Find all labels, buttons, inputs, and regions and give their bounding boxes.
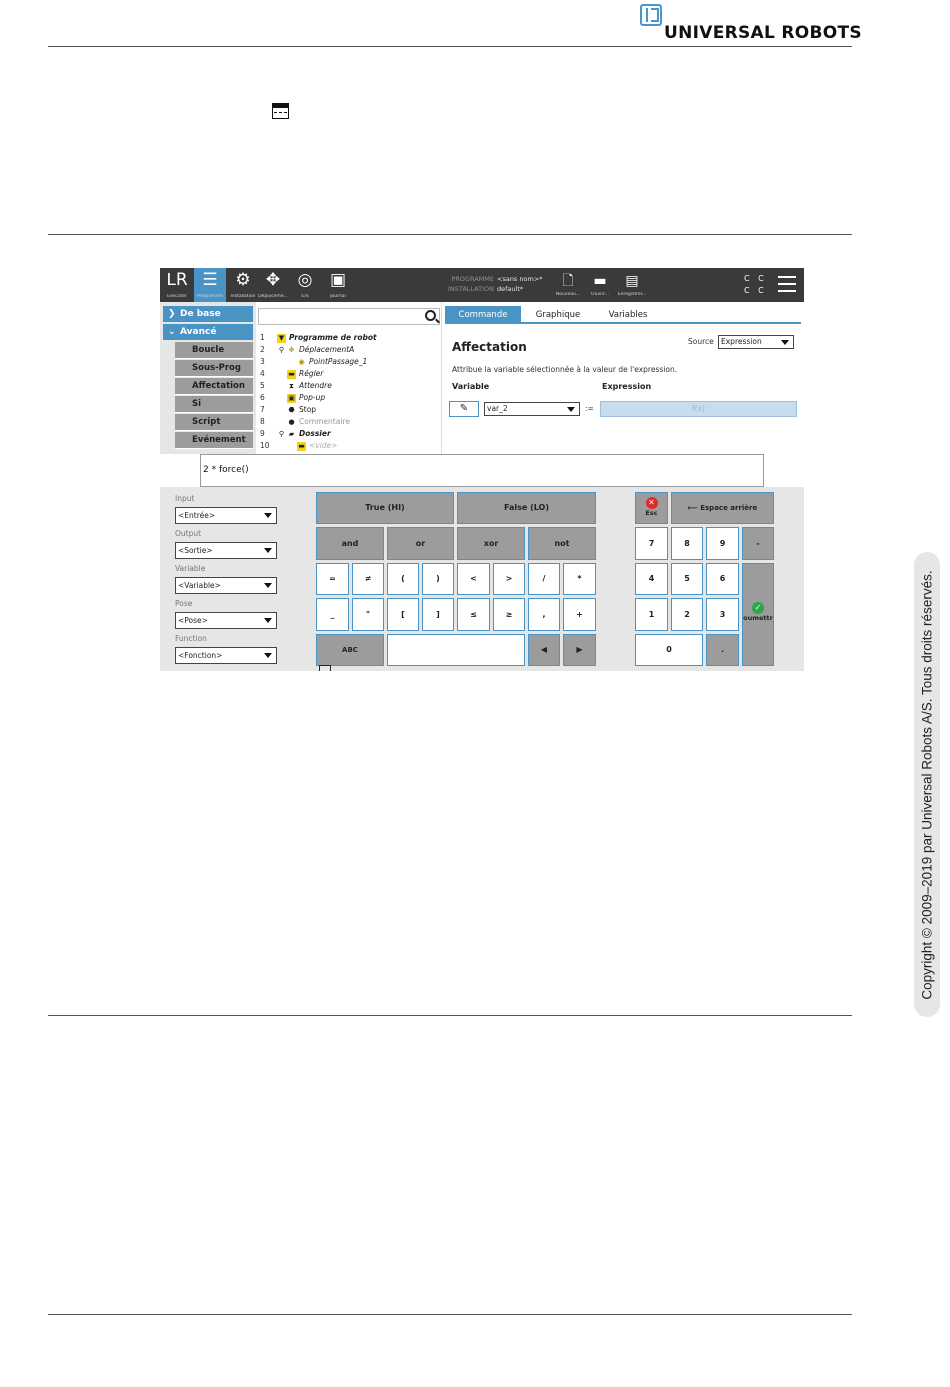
true-key[interactable]: True (HI) — [316, 492, 454, 524]
io-icon: ◎ — [297, 270, 313, 290]
section-rule — [48, 234, 852, 235]
move-button[interactable]: ✥ Déplaceme... — [258, 270, 288, 299]
program-node-sidebar — [160, 302, 256, 454]
minus-key[interactable]: - — [742, 527, 774, 560]
expand-icon: ⚲ — [278, 345, 285, 354]
edit-variable-button[interactable] — [449, 401, 479, 417]
tab-command[interactable]: Commande — [445, 306, 521, 324]
speed-indicator[interactable]: C C C C — [744, 274, 767, 295]
function-select[interactable]: <Fonction> — [175, 647, 277, 664]
brand-logo — [640, 4, 862, 43]
quote-key[interactable]: " — [352, 598, 384, 631]
variable-select[interactable]: var_2 — [484, 402, 580, 416]
variable-label: Variable — [452, 382, 490, 391]
and-key[interactable]: and — [316, 527, 384, 560]
tab-variables[interactable]: Variables — [608, 310, 648, 320]
move-icon: ✥ — [288, 345, 295, 354]
hamburger-menu-icon[interactable] — [778, 276, 796, 292]
installation-icon: ⚙ — [235, 270, 251, 290]
decimal-key[interactable]: . — [706, 634, 739, 666]
function-label: Function — [175, 634, 207, 643]
or-key[interactable]: or — [387, 527, 454, 560]
expression-input[interactable]: 2 * force() — [200, 454, 764, 487]
program-button[interactable]: ☰ Programme — [194, 268, 226, 302]
cursor-left-key[interactable] — [528, 634, 560, 666]
divide-key[interactable]: / — [528, 563, 560, 595]
section-rule-2 — [48, 1015, 852, 1016]
space-key[interactable] — [387, 634, 525, 666]
digit-8-key[interactable]: 8 — [671, 527, 703, 560]
tab-graphics[interactable]: Graphique — [535, 310, 581, 320]
less-than-key[interactable]: < — [457, 563, 490, 595]
not-equal-key[interactable]: ≠ — [352, 563, 384, 595]
tree-row[interactable]: 6 ▣ Pop-up — [260, 393, 326, 402]
tree-row[interactable]: 5 ⧗ Attendre — [260, 381, 332, 390]
tree-row[interactable]: 2 ⚲ ✥ DéplacementA — [260, 345, 355, 354]
digit-1-key[interactable]: 1 — [635, 598, 668, 631]
open-button[interactable]: ▬ Ouvrir... — [585, 270, 615, 297]
submit-key[interactable]: ✓ oumettr — [742, 563, 774, 666]
log-button[interactable]: ▣ Journal — [322, 268, 354, 302]
chevron-down-icon — [264, 583, 272, 588]
digit-9-key[interactable]: 9 — [706, 527, 739, 560]
greater-equal-key[interactable]: ≥ — [493, 598, 525, 631]
tree-row[interactable]: 10 ▬ <vide> — [260, 441, 338, 450]
source-select[interactable]: Expression — [718, 335, 794, 349]
pose-select[interactable]: <Pose> — [175, 612, 277, 629]
equals-key[interactable]: = — [316, 563, 349, 595]
assign-operator: := — [585, 404, 594, 413]
source-label: Source — [688, 337, 714, 346]
advanced-category[interactable]: ⌄ Avancé — [163, 324, 253, 340]
sidebar-item-assignment[interactable]: Affectation — [175, 378, 253, 395]
ur-logo-icon — [640, 4, 662, 26]
variable-field-select[interactable]: <Variable> — [175, 577, 277, 594]
tree-row[interactable]: 1 ▼ Programme de robot — [260, 333, 377, 342]
underscore-key[interactable]: _ — [316, 598, 349, 631]
brand-name: UNIVERSAL ROBOTS — [664, 23, 862, 43]
esc-key[interactable]: ✕ Esc — [635, 492, 668, 524]
close-paren-key[interactable]: ) — [422, 563, 454, 595]
cursor-right-key[interactable] — [563, 634, 596, 666]
digit-4-key[interactable]: 4 — [635, 563, 668, 595]
digit-3-key[interactable]: 3 — [706, 598, 739, 631]
comment-icon: ● — [288, 417, 295, 426]
stop-icon: ⬣ — [288, 405, 295, 414]
new-file-icon: 🗋 — [562, 273, 574, 289]
digit-0-key[interactable]: 0 — [635, 634, 703, 666]
arrow-right-icon: ▶ — [576, 645, 583, 654]
output-select[interactable]: <Sortie> — [175, 542, 277, 559]
digit-5-key[interactable]: 5 — [671, 563, 703, 595]
comma-key[interactable]: , — [528, 598, 560, 631]
greater-than-key[interactable]: > — [493, 563, 525, 595]
chevron-down-icon — [567, 407, 575, 412]
sidebar-item-subprog[interactable]: Sous-Prog — [175, 360, 253, 377]
new-file-button[interactable]: 🗋 Nouveau... — [553, 270, 583, 297]
chevron-down-icon — [781, 340, 789, 345]
popup-icon: ▣ — [288, 393, 295, 402]
abc-keyboard-key[interactable]: ABC — [316, 634, 384, 666]
installation-button[interactable]: ⚙ Installation — [227, 268, 259, 302]
digit-7-key[interactable]: 7 — [635, 527, 668, 560]
close-icon: ✕ — [646, 497, 658, 509]
page-title: Affectation — [452, 340, 527, 354]
tree-row[interactable]: 4 ▬ Régler — [260, 369, 324, 378]
copyright-text: Copyright © 2009–2019 par Universal Robots A/S. Tous droits réservés. — [919, 569, 935, 1000]
set-icon: ▬ — [288, 369, 295, 378]
search-input[interactable] — [258, 308, 440, 325]
less-equal-key[interactable]: ≤ — [457, 598, 490, 631]
tree-row[interactable]: 7 ⬣ Stop — [260, 405, 317, 414]
keyboard-icon — [319, 665, 331, 671]
tab-bar — [445, 306, 801, 324]
check-icon: ✓ — [752, 602, 764, 614]
arrow-left-icon: ◀ — [540, 645, 548, 654]
sidebar-item-loop[interactable]: Boucle — [175, 342, 253, 359]
expand-icon: ⚲ — [278, 429, 285, 438]
xor-key[interactable]: xor — [457, 527, 525, 560]
not-key[interactable]: not — [528, 527, 596, 560]
top-toolbar — [160, 268, 804, 302]
pencil-icon: ✎ — [459, 403, 469, 414]
triangle-down-icon: ▼ — [278, 333, 285, 342]
input-label: Input — [175, 494, 195, 503]
sidebar-item-script[interactable]: Script — [175, 414, 253, 431]
chevron-right-icon: ❯ — [168, 309, 176, 319]
chevron-down-icon — [264, 618, 272, 623]
description: Attribue la variable sélectionnée à la valeur de l'expression. — [452, 365, 678, 374]
pose-label: Pose — [175, 599, 193, 608]
program-tree — [256, 302, 442, 454]
tree-row[interactable]: 8 ● Commentaire — [260, 417, 350, 426]
footer-rule — [48, 1314, 852, 1315]
expression-keyboard — [160, 487, 804, 671]
save-button[interactable]: ▤ Enregistrer... — [617, 270, 647, 297]
sidebar-item-event[interactable]: Evénement — [175, 432, 253, 449]
output-label: Output — [175, 529, 202, 538]
polyscope-screenshot — [160, 268, 804, 671]
plus-key[interactable]: + — [563, 598, 596, 631]
close-bracket-key[interactable]: ] — [422, 598, 454, 631]
false-key[interactable]: False (LO) — [457, 492, 596, 524]
waypoint-icon: ◉ — [298, 357, 305, 366]
open-bracket-key[interactable]: [ — [387, 598, 419, 631]
log-icon: ▣ — [329, 270, 347, 290]
command-panel — [443, 302, 804, 454]
chevron-down-icon — [264, 548, 272, 553]
chevron-down-icon: ⌄ — [168, 327, 176, 337]
installation-name: default* — [497, 285, 524, 293]
program-info: PROGRAMME <sans nom>* INSTALLATION default* — [447, 275, 543, 293]
expression-label: Expression — [602, 382, 652, 391]
backspace-key[interactable]: ⟵ Espace arrière — [671, 492, 774, 524]
sidebar-item-if[interactable]: Si — [175, 396, 253, 413]
ur-logo-icon: ᒪR — [166, 270, 188, 290]
copyright-tab — [914, 552, 940, 1017]
open-folder-icon: ▬ — [593, 273, 607, 289]
variable-field-label: Variable — [175, 564, 206, 573]
move-icon: ✥ — [265, 270, 281, 290]
expression-icon — [272, 103, 289, 119]
header-rule — [48, 46, 852, 47]
digit-6-key[interactable]: 6 — [706, 563, 739, 595]
save-icon: ▤ — [625, 273, 639, 289]
folder-icon: ▰ — [288, 429, 295, 438]
io-button[interactable]: ◎ E/S — [289, 268, 321, 302]
tree-row[interactable]: 9 ⚲ ▰ Dossier — [260, 429, 331, 438]
search-icon — [425, 310, 436, 321]
digit-2-key[interactable]: 2 — [671, 598, 703, 631]
multiply-key[interactable]: * — [563, 563, 596, 595]
expression-field[interactable]: f(x) — [600, 401, 797, 417]
arrow-left-long-icon: ⟵ — [687, 504, 701, 512]
empty-node-icon: ▬ — [298, 441, 305, 450]
chevron-down-icon — [264, 513, 272, 518]
chevron-down-icon — [264, 653, 272, 658]
hourglass-icon: ⧗ — [289, 381, 294, 390]
tree-row[interactable]: 3 ◉ PointPassage_1 — [260, 357, 368, 366]
run-button[interactable]: ᒪR Exécuter — [161, 268, 193, 302]
program-name: <sans nom>* — [497, 275, 543, 283]
basic-category[interactable]: ❯ De base — [163, 306, 253, 322]
program-icon: ☰ — [202, 270, 218, 290]
input-select[interactable]: <Entrée> — [175, 507, 277, 524]
open-paren-key[interactable]: ( — [387, 563, 419, 595]
